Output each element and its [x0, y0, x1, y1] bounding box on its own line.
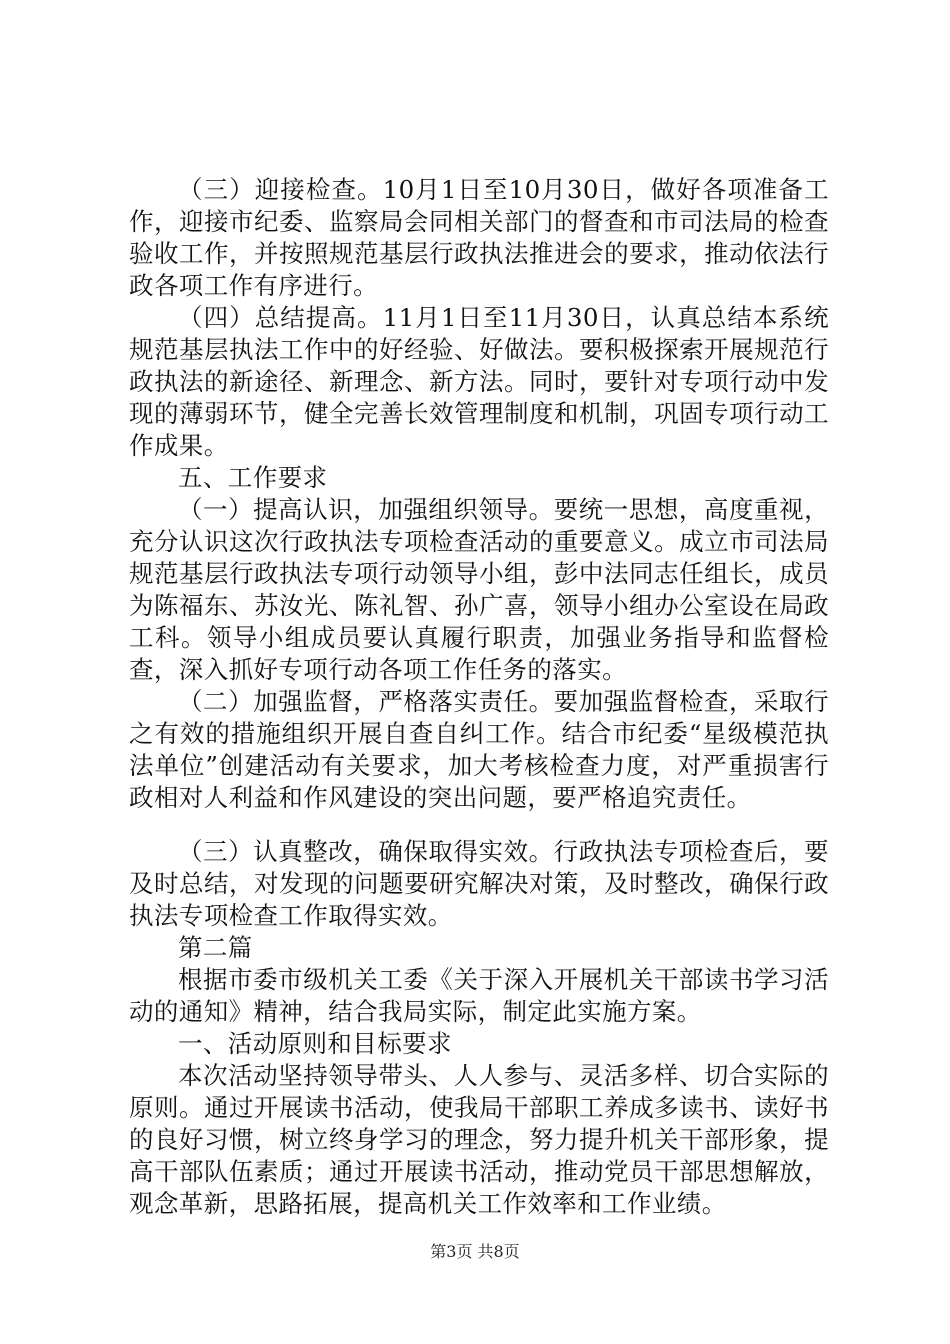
page-footer: 第3页 共8页: [430, 1242, 520, 1261]
paragraph-introduction: 根据市委市级机关工委《关于深入开展机关干部读书学习活动的通知》精神，结合我局实际，制定此实施方案。: [129, 965, 829, 1026]
section-heading-principles: 一、活动原则和目标要求: [178, 1029, 452, 1058]
paragraph-rectification: （三）认真整改，确保取得实效。行政执法专项检查后，要及时总结，对发现的问题要研究解决对策，及时整改，确保行政执法专项检查工作取得实效。: [129, 837, 829, 930]
paragraph-inspection: （三）迎接检查。10月1日至10月30日，做好各项准备工作，迎接市纪委、监察局会同相关部门的督查和市司法局的检查验收工作，并按照规范基层行政执法推进会的要求，推动依法行政各项工作有序进行。: [129, 175, 829, 300]
section-heading-work-requirements: 五、工作要求: [178, 463, 328, 492]
section-heading-second-part: 第二篇: [178, 933, 253, 962]
paragraph-leadership: （一）提高认识，加强组织领导。要统一思想，高度重视，充分认识这次行政执法专项检查活动的重要意义。成立市司法局规范基层行政执法专项行动领导小组，彭中法同志任组长，成员为陈福东、苏汝光、陈礼智、孙广喜，领导小组办公室设在局政工科。领导小组成员要认真履行职责，加强业务指导和监督检查，深入抓好专项行动各项工作任务的落实。: [129, 495, 829, 684]
paragraph-principles: 本次活动坚持领导带头、人人参与、灵活多样、切合实际的原则。通过开展读书活动，使我局干部职工养成多读书、读好书的良好习惯，树立终身学习的理念，努力提升机关干部形象，提高干部队伍素质；通过开展读书活动，推动党员干部思想解放，观念革新，思路拓展，提高机关工作效率和工作业绩。: [129, 1061, 829, 1218]
paragraph-supervision: （二）加强监督，严格落实责任。要加强监督检查，采取行之有效的措施组织开展自查自纠工作。结合市纪委“星级模范执法单位”创建活动有关要求，加大考核检查力度，对严重损害行政相对人利益和作风建设的突出问题，要严格追究责任。: [129, 687, 829, 812]
paragraph-spacer: [129, 814, 829, 836]
document-body: [129, 174, 829, 1220]
paragraph-summary: （四）总结提高。11月1日至11月30日，认真总结本系统规范基层执法工作中的好经验、好做法。要积极探索开展规范行政执法的新途径、新理念、新方法。同时，要针对专项行动中发现的薄弱环节，健全完善长效管理制度和机制，巩固专项行动工作成果。: [129, 303, 829, 460]
